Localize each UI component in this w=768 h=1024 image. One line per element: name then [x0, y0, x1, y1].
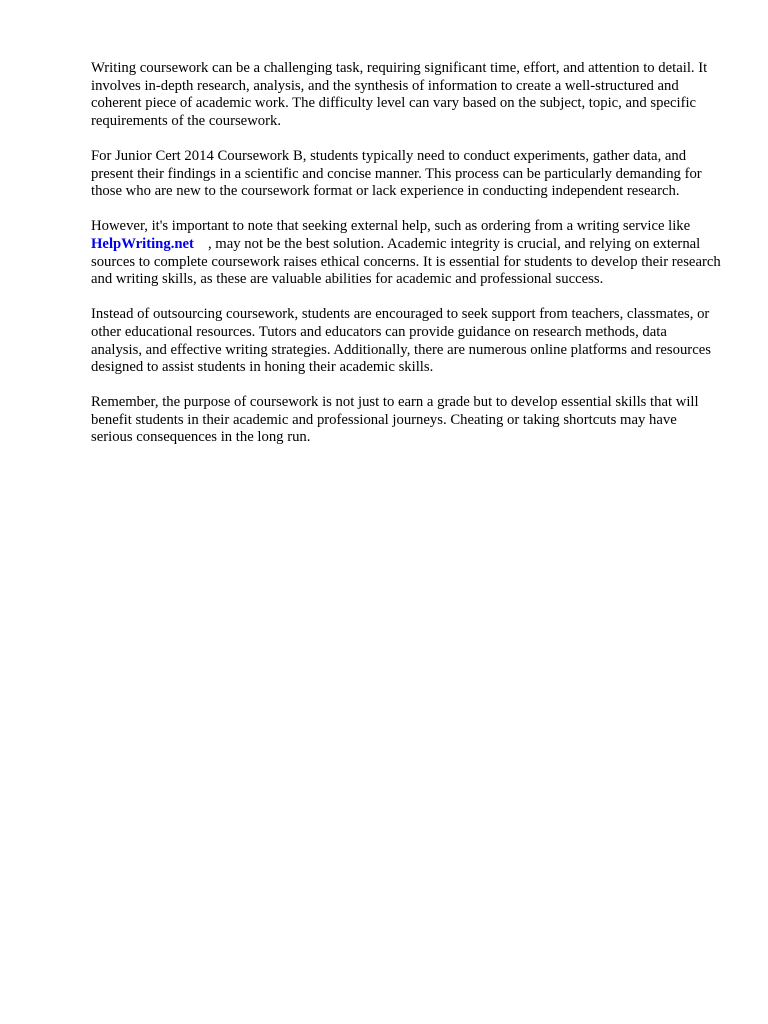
- paragraph-junior-cert: For Junior Cert 2014 Coursework B, students typically need to conduct experiments, gather data, and present their findings in a scientific and concise manner. This process can be particularly demanding for those who are new to the coursework format or lack experience in conducting independent research.: [91, 147, 702, 200]
- paragraph-external-help-after: , may not be the best solution. Academic integrity is crucial, and relying on external sources to complete coursework raises ethical concerns. It is essential for students to develop their research and writing skills, as these are valuable abilities for academic and professional success.: [91, 235, 721, 288]
- helpwriting-link[interactable]: HelpWriting.net: [91, 235, 194, 252]
- paragraph-external-help: [91, 218, 721, 288]
- paragraph-support: Instead of outsourcing coursework, students are encouraged to seek support from teachers, classmates, or other educational resources. Tutors and educators can provide guidance on research methods, data analysis, and effective writing strategies. Additionally, there are numerous online platforms and resources designed to assist students in honing their academic skills.: [91, 306, 711, 376]
- paragraph-remember: Remember, the purpose of coursework is not just to earn a grade but to develop essential skills that will benefit students in their academic and professional journeys. Cheating or taking shortcuts may have serious consequences in the long run.: [91, 394, 699, 446]
- paragraph-external-help-before: However, it's important to note that seeking external help, such as ordering from a writing service like: [91, 218, 691, 235]
- document-page: [91, 60, 721, 465]
- paragraph-intro: Writing coursework can be a challenging task, requiring significant time, effort, and attention to detail. It involves in-depth research, analysis, and the synthesis of information to create a well-structured and coherent piece of academic work. The difficulty level can vary based on the subject, topic, and specific requirements of the coursework.: [91, 60, 708, 129]
